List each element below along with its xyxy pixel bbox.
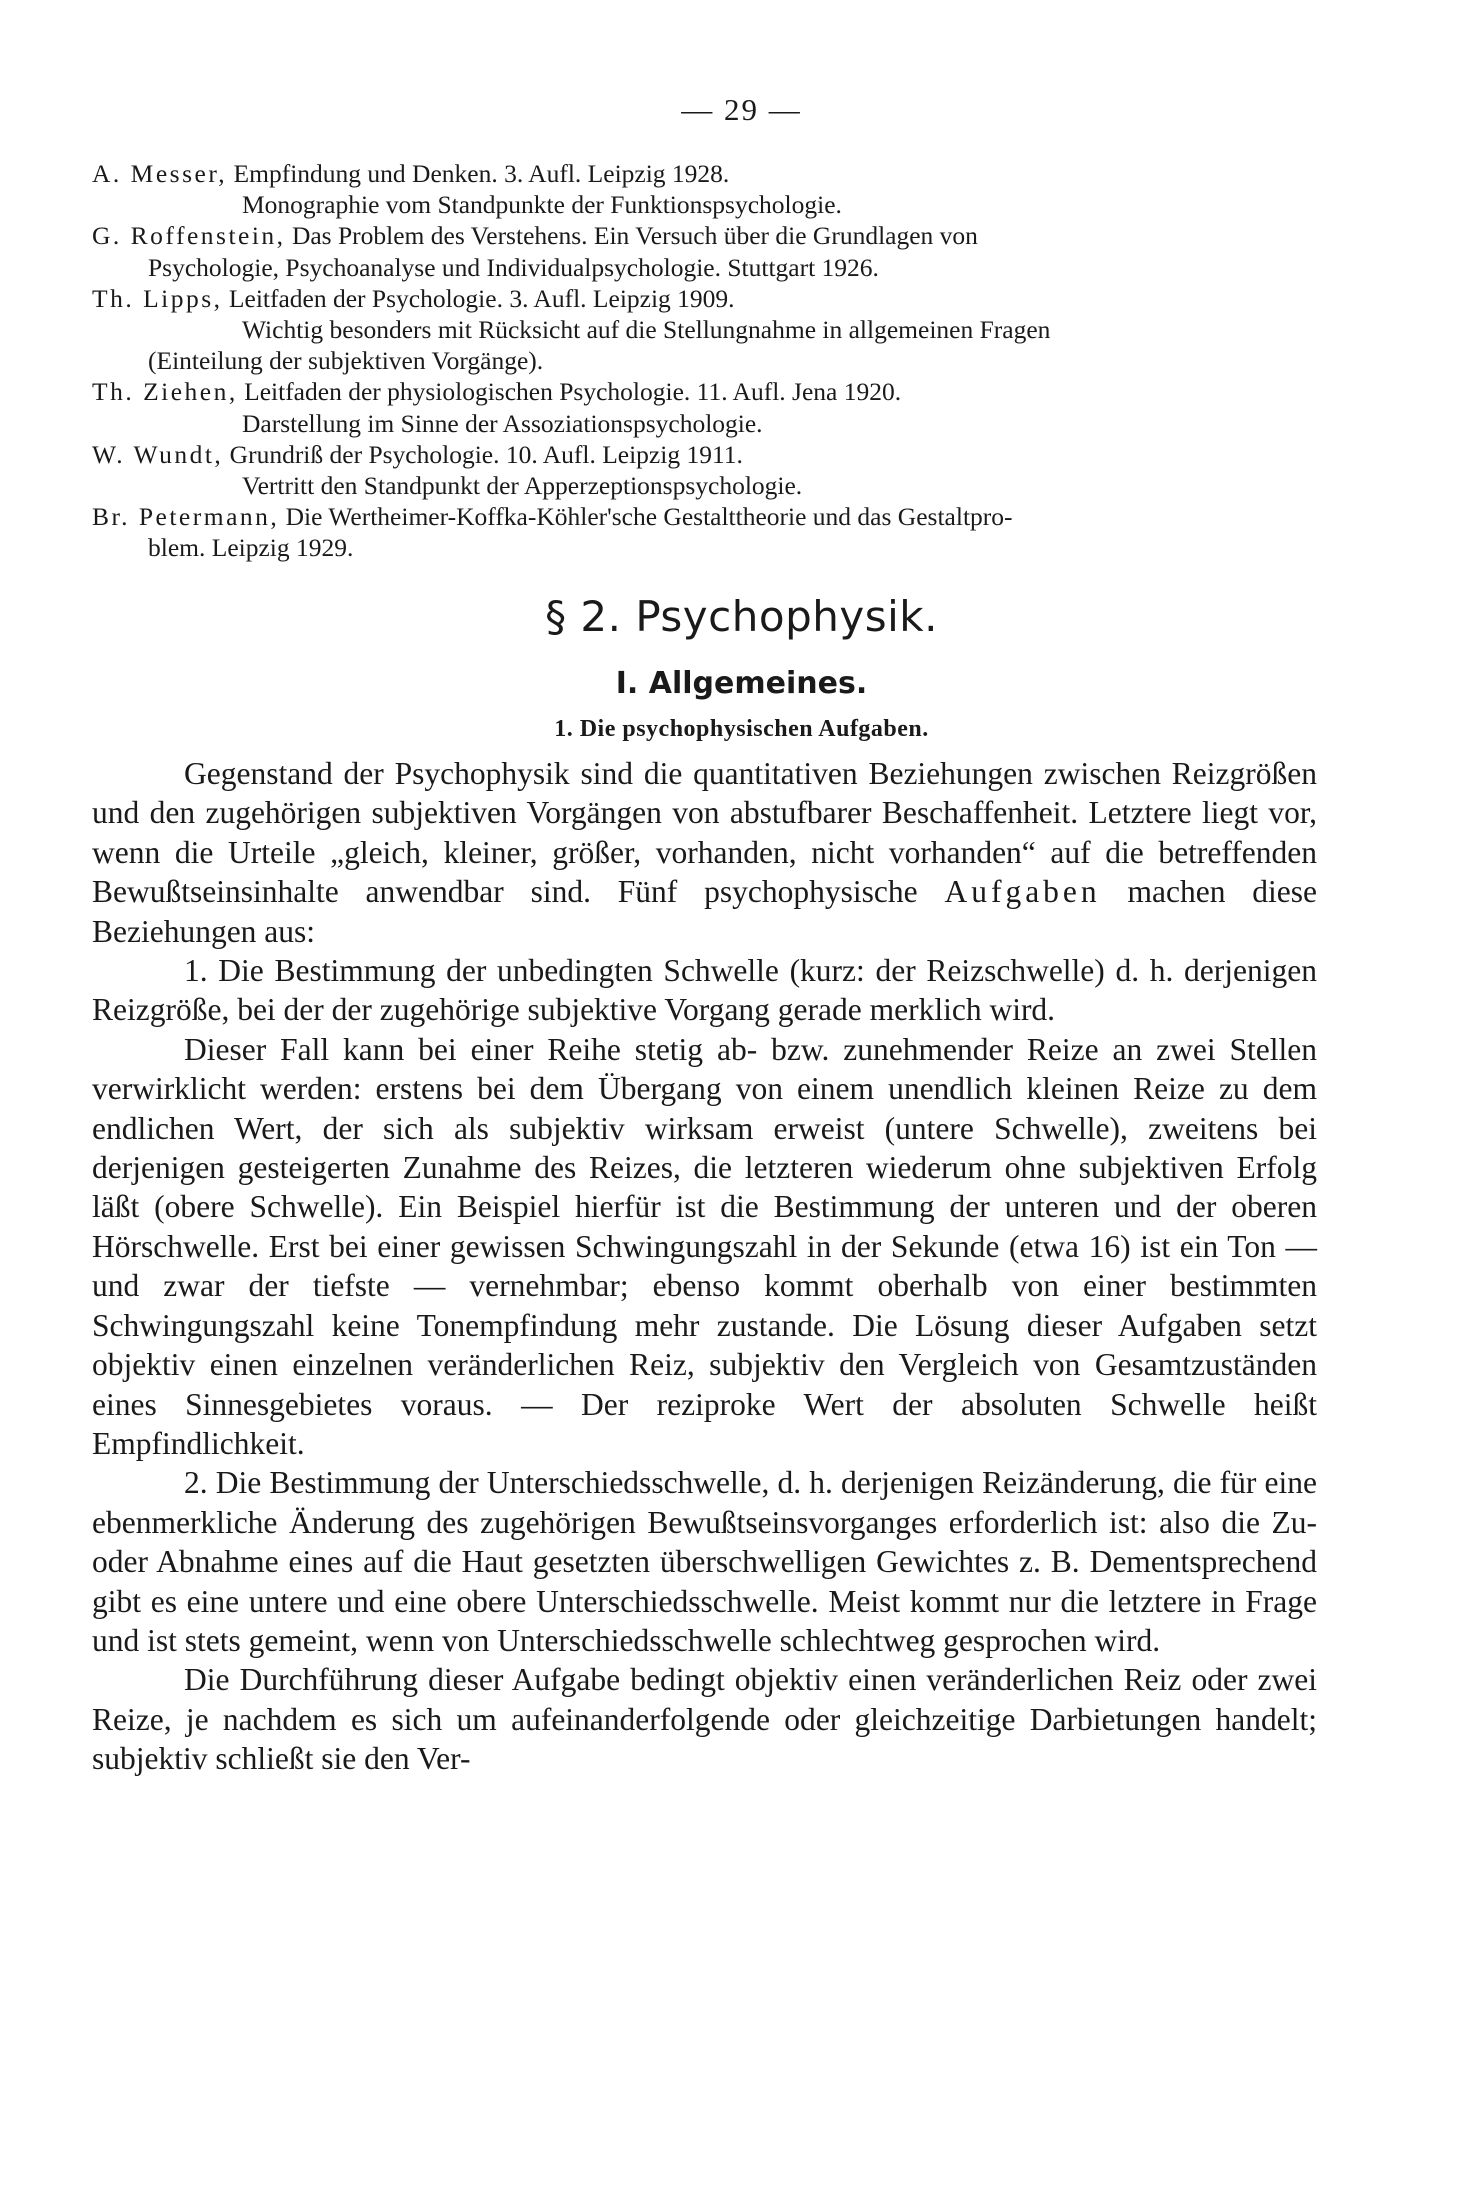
reference-title: Empfindung und Denken. 3. Aufl. Leipzig 1928. bbox=[227, 159, 730, 188]
reference-title: Leitfaden der Psychologie. 3. Aufl. Leipzig 1909. bbox=[222, 283, 735, 313]
paragraph bbox=[92, 1030, 1317, 1463]
text-span: machen diese Beziehungen aus: bbox=[92, 874, 1317, 949]
paragraph bbox=[92, 1463, 1317, 1660]
reference-list bbox=[92, 158, 1320, 564]
page-number: — 29 — bbox=[681, 92, 802, 127]
paragraph bbox=[92, 754, 1317, 951]
reference-continuation: blem. Leipzig 1929. bbox=[148, 533, 354, 563]
reference-line bbox=[92, 439, 1320, 470]
text-span: Gegenstand der Psychophysik sind die quantitativen Beziehungen zwischen Reizgrößen und den zugehörigen subjektiven Vorgängen von abstufbarer Beschaffenheit. Letztere liegt vor, wenn die Urteile „gleich, kleiner, größer, vorhanden, nicht vorhanden“ auf die betreffenden Bewußtseinsinhalte anwendbar sind. Fünf psychophysische bbox=[92, 756, 1317, 910]
reference-item bbox=[92, 439, 1320, 501]
reference-title: Grundriß der Psychologie. 10. Aufl. Leipzig 1911. bbox=[223, 439, 743, 469]
reference-item bbox=[92, 158, 1320, 220]
subsubsection-title: 1. Die psychophysischen Aufgaben. bbox=[554, 716, 929, 742]
reference-author: Th. Ziehen, bbox=[92, 377, 238, 407]
emphasized-term: Aufgaben bbox=[944, 874, 1101, 910]
reference-item bbox=[92, 376, 1320, 438]
text-span: 1. Die Bestimmung der unbedingten Schwelle (kurz: der Reizschwelle) d. h. derjenigen Reizgröße, bei der der zugehörige subjektive Vorgang gerade merklich wird. bbox=[92, 953, 1317, 1028]
reference-line bbox=[92, 158, 1320, 189]
reference-continuation: (Einteilung der subjektiven Vorgänge). bbox=[148, 346, 544, 376]
reference-author: W. Wundt, bbox=[92, 439, 224, 469]
subsection-title: I. Allgemeines. bbox=[615, 666, 868, 701]
section-title: § 2. Psychophysik. bbox=[545, 592, 938, 641]
reference-note: Vertritt den Standpunkt der Apperzeptionspsychologie. bbox=[242, 471, 803, 501]
reference-item bbox=[92, 501, 1320, 563]
reference-item bbox=[92, 220, 1320, 282]
reference-line bbox=[92, 501, 1320, 532]
reference-note: Monographie vom Standpunkte der Funktionspsychologie. bbox=[242, 190, 842, 220]
paragraph bbox=[92, 1660, 1317, 1778]
text-span: Dieser Fall kann bei einer Reihe stetig ab- bzw. zunehmender Reize an zwei Stellen verwirklicht werden: erstens bei dem Übergang von einem unendlich kleinen Reize zu dem endlichen Wert, der sich als subjektiv wirksam erweist (untere Schwelle), zweitens bei derjenigen gesteigerten Zunahme des Reizes, die letzteren wiederum ohne subjektiven Erfolg läßt (obere Schwelle). Ein Beispiel hierfür ist die Bestimmung der unteren und der oberen Hörschwelle. Erst bei einer gewissen Schwingungszahl in der Sekunde (etwa 16) ist ein Ton — und zwar der tiefste — vernehmbar; ebenso kommt oberhalb von einer bestimmten Schwingungszahl keine Tonempfindung mehr zustande. Die Lösung dieser Aufgaben setzt objektiv einen einzelnen veränderlichen Reiz, subjektiv den Vergleich von Gesamtzuständen eines Sinnesgebietes voraus. — Der reziproke Wert der absoluten Schwelle heißt Empfindlichkeit. bbox=[92, 1031, 1317, 1461]
reference-title: Leitfaden der physiologischen Psychologie. 11. Aufl. Jena 1920. bbox=[237, 377, 902, 407]
reference-title: Die Wertheimer-Koffka-Köhler'sche Gestalttheorie und das Gestaltpro- bbox=[279, 502, 1013, 532]
reference-line bbox=[92, 283, 1320, 314]
reference-author: Br. Petermann, bbox=[92, 502, 280, 532]
reference-author: Th. Lipps, bbox=[92, 283, 223, 313]
reference-item bbox=[92, 283, 1320, 377]
text-span: Die Durchführung dieser Aufgabe bedingt objektiv einen veränderlichen Reiz oder zwei Reize, je nachdem es sich um aufeinanderfolgende oder gleichzeitige Darbietungen handelt; subjektiv schließt sie den Ver- bbox=[92, 1662, 1317, 1777]
reference-author: G. Roffenstein, bbox=[92, 221, 286, 251]
paragraph bbox=[92, 951, 1317, 1030]
reference-title: Das Problem des Verstehens. Ein Versuch über die Grundlagen von bbox=[285, 221, 978, 251]
reference-note: Darstellung im Sinne der Assoziationspsychologie. bbox=[242, 408, 763, 438]
body-text bbox=[92, 754, 1317, 1779]
reference-continuation: Psychologie, Psychoanalyse und Individualpsychologie. Stuttgart 1926. bbox=[148, 252, 879, 282]
text-span: 2. Die Bestimmung der Unterschiedsschwelle, d. h. derjenigen Reizänderung, die für eine ebenmerkliche Änderung des zugehörigen Bewußtseinsvorganges erforderlich ist: also die Zu- oder Abnahme eines auf die Haut gesetzten überschwelligen Gewichtes z. B. Dementsprechend gibt es eine untere und eine obere Unterschiedsschwelle. Meist kommt nur die letztere in Frage und ist stets gemeint, wenn von Unterschiedsschwelle schlechtweg gesprochen wird. bbox=[92, 1465, 1317, 1658]
reference-line bbox=[92, 376, 1320, 407]
reference-author: A. Messer, bbox=[92, 159, 228, 188]
reference-note: Wichtig besonders mit Rücksicht auf die Stellungnahme in allgemeinen Fragen bbox=[242, 315, 1051, 345]
reference-line bbox=[92, 220, 1320, 251]
